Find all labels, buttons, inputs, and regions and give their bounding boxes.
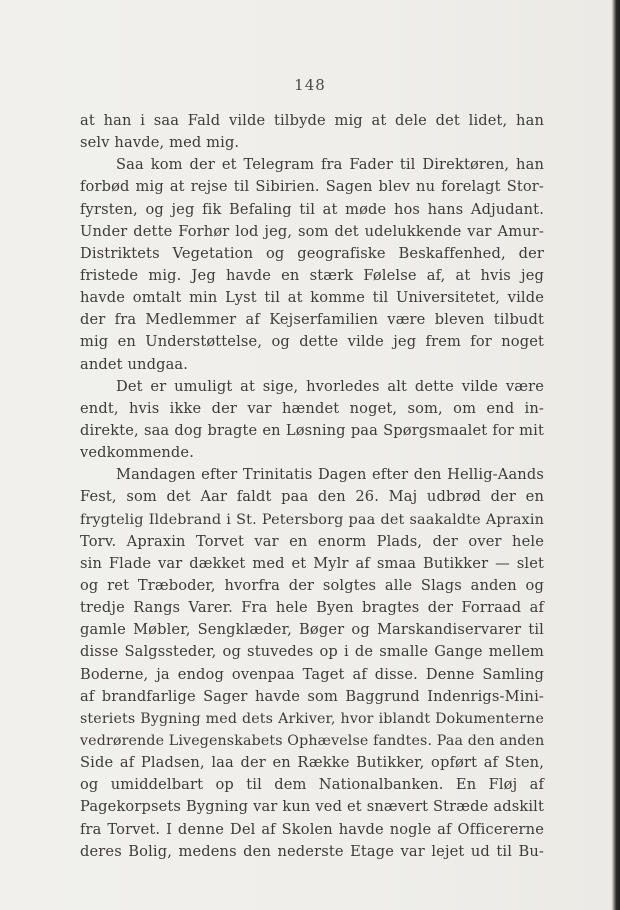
text-line: steriets Bygning med dets Arkiver, hvor iblandt Dokumenterne bbox=[80, 710, 544, 727]
text-line: direkte, saa dog bragte en Løsning paa Spørgsmaalet for mit bbox=[80, 421, 544, 439]
text-line: Saa kom der et Telegram fra Fader til Direktøren, han bbox=[116, 156, 544, 174]
text-line: og ret Træboder, hvorfra der solgtes alle Slags anden og bbox=[80, 576, 544, 594]
text-line: Pagekorpsets Bygning var kun ved et snævert Stræde adskilt bbox=[80, 798, 544, 816]
text-line: selv havde, med mig. bbox=[80, 134, 240, 152]
text-line: forbød mig at rejse til Sibirien. Sagen blev nu forelagt Stor- bbox=[80, 178, 544, 196]
text-line: havde omtalt min Lyst til at komme til Universitetet, vilde bbox=[80, 289, 544, 307]
text-line: Fest, som det Aar faldt paa den 26. Maj udbrød der en bbox=[80, 488, 544, 506]
text-line: tredje Rangs Varer. Fra hele Byen bragtes der Forraad af bbox=[80, 599, 544, 617]
text-line: gamle Møbler, Sengklæder, Bøger og Marskandiservarer til bbox=[80, 621, 544, 639]
text-line: fristede mig. Jeg havde en stærk Følelse af, at hvis jeg bbox=[80, 266, 544, 284]
text-line: at han i saa Fald vilde tilbyde mig at dele det lidet, han bbox=[80, 112, 544, 129]
text-line: mig en Understøttelse, og dette vilde jeg frem for noget bbox=[80, 333, 544, 351]
text-line: Under dette Forhør lod jeg, som det udelukkende var Amur- bbox=[80, 222, 544, 240]
text-line: Distriktets Vegetation og geografiske Beskaffenhed, der bbox=[80, 244, 544, 262]
text-line: endt, hvis ikke der var hændet noget, som, om end in- bbox=[80, 399, 544, 417]
text-line: Mandagen efter Trinitatis Dagen efter den Hellig-Aands bbox=[116, 466, 544, 484]
text-line: Boderne, ja endog ovenpaa Taget af disse. Denne Samling bbox=[80, 665, 544, 683]
text-line: vedrørende Livegenskabets Ophævelse fandtes. Paa den anden bbox=[80, 732, 545, 749]
text-line: Side af Pladsen, laa der en Række Butikker, opført af Sten, bbox=[80, 754, 544, 772]
text-line: af brandfarlige Sager havde som Baggrund Indenrigs-Mini- bbox=[80, 687, 544, 705]
text-line: deres Bolig, medens den nederste Etage var lejet ud til Bu- bbox=[80, 842, 544, 860]
body-text bbox=[80, 110, 544, 863]
text-line: fra Torvet. I denne Del af Skolen havde nogle af Officererne bbox=[80, 820, 544, 838]
text-line: andet undgaa. bbox=[80, 355, 189, 373]
page-number: 148 bbox=[294, 76, 326, 94]
text-line: sin Flade var dækket med et Mylr af smaa Butikker — slet bbox=[80, 554, 544, 572]
text-line: der fra Medlemmer af Kejserfamilien være bleven tilbudt bbox=[80, 311, 544, 329]
text-line: Torv. Apraxin Torvet var en enorm Plads, der over hele bbox=[80, 532, 544, 550]
text-line: frygtelig Ildebrand i St. Petersborg paa det saakaldte Apraxin bbox=[80, 511, 544, 528]
page-edge-shadow bbox=[612, 0, 620, 910]
text-line: fyrsten, og jeg fik Befaling til at møde hos hans Adjudant. bbox=[80, 200, 544, 218]
text-line: disse Salgssteder, og stuvedes op i de smalle Gange mellem bbox=[80, 643, 544, 661]
text-line: Det er umuligt at sige, hvorledes alt dette vilde være bbox=[116, 377, 544, 395]
text-line: og umiddelbart op til dem Nationalbanken. En Fløj af bbox=[80, 776, 544, 794]
text-line: vedkommende. bbox=[80, 444, 194, 462]
